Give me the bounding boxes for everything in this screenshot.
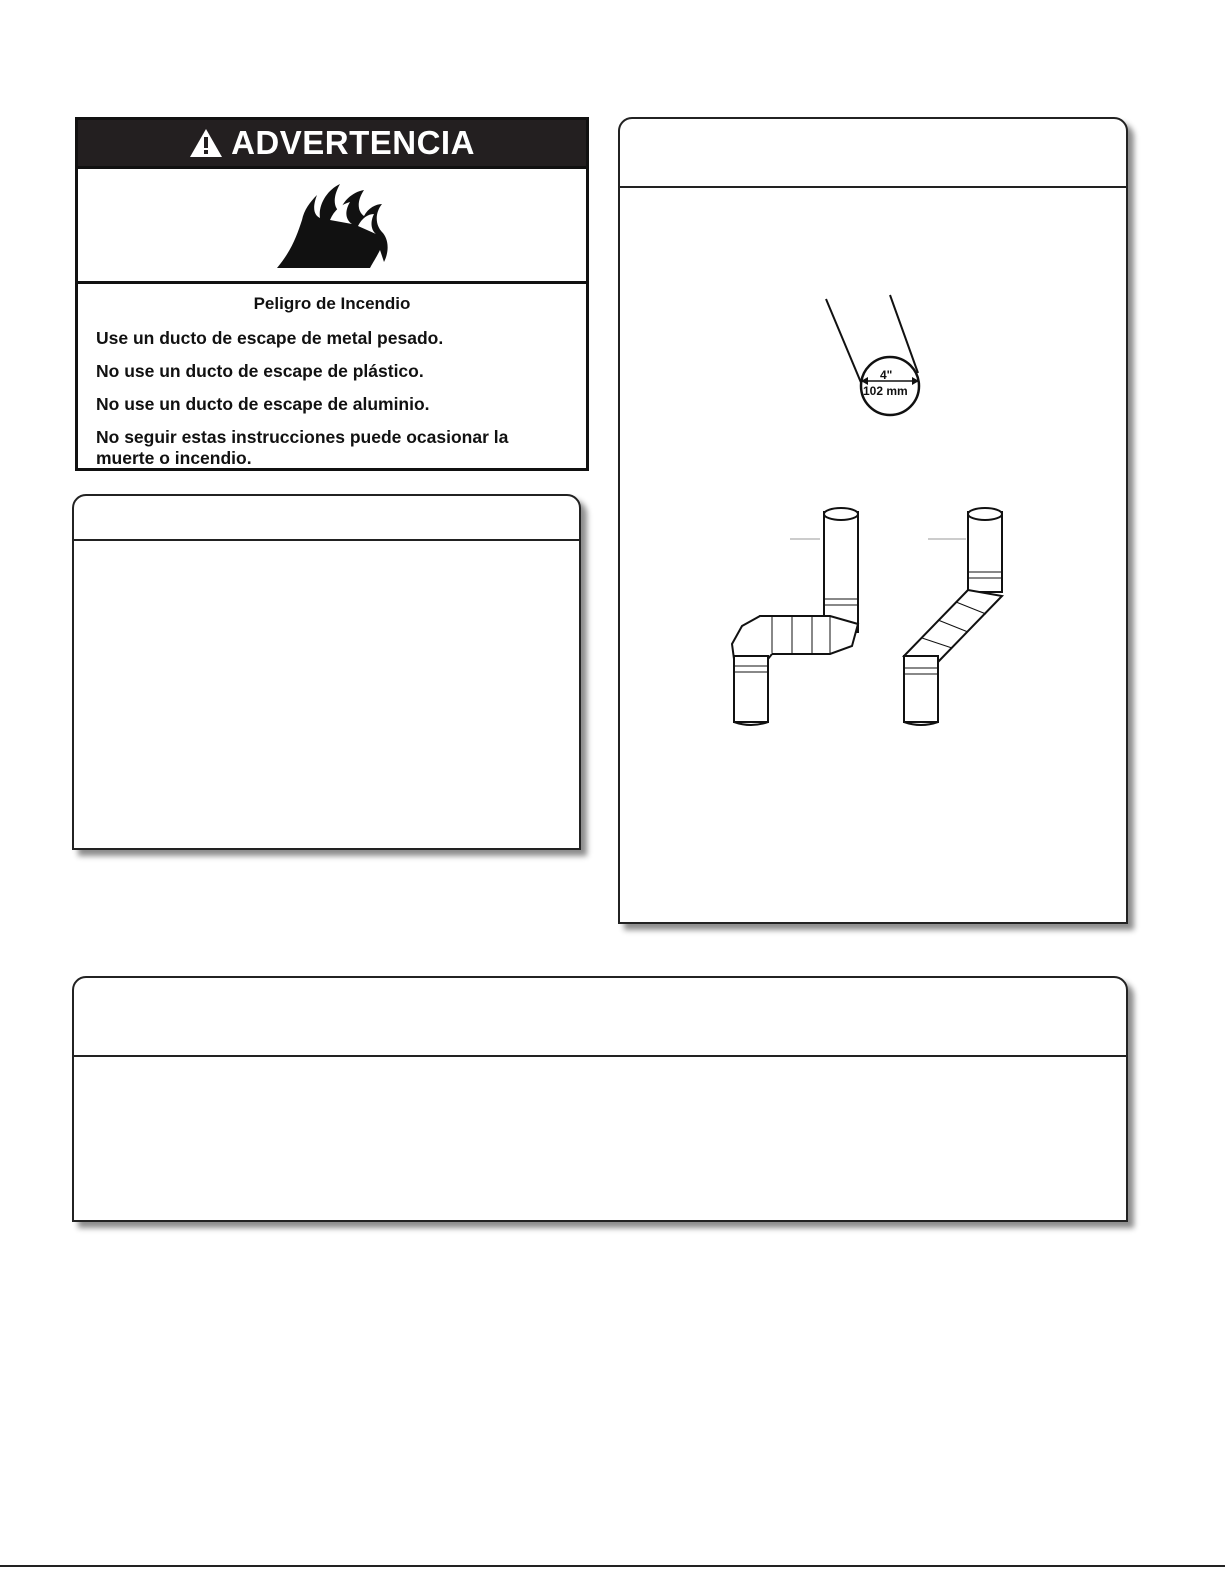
elbow-duct-illustration — [720, 504, 870, 729]
warning-line: Use un ducto de escape de metal pesado. — [96, 328, 444, 348]
warning-line: No seguir estas instrucciones puede ocasionar la muerte o incendio. — [96, 427, 509, 468]
warning-triangle-icon — [189, 128, 223, 158]
info-box-right — [618, 117, 1128, 924]
flame-icon — [272, 180, 392, 270]
duct-diameter-diagram — [810, 289, 940, 419]
info-box-left — [72, 494, 581, 850]
warning-title: ADVERTENCIA — [231, 124, 475, 161]
warning-body — [78, 284, 586, 469]
hazard-type: Peligro de Incendio — [253, 294, 411, 313]
warning-label — [75, 117, 589, 471]
warning-header — [78, 120, 586, 166]
fire-hazard-symbol — [78, 166, 586, 284]
dimension-label-mm: 102 mm — [863, 384, 908, 398]
dimension-label-in: 4" — [880, 368, 893, 382]
warning-line: No use un ducto de escape de aluminio. — [96, 394, 430, 414]
box-divider — [74, 539, 579, 541]
page-footer-rule — [0, 1565, 1225, 1567]
info-box-bottom — [72, 976, 1128, 1222]
warning-line: No use un ducto de escape de plástico. — [96, 361, 424, 381]
offset-duct-illustration — [890, 504, 1040, 729]
box-divider — [74, 1055, 1126, 1057]
box-divider — [620, 186, 1126, 188]
